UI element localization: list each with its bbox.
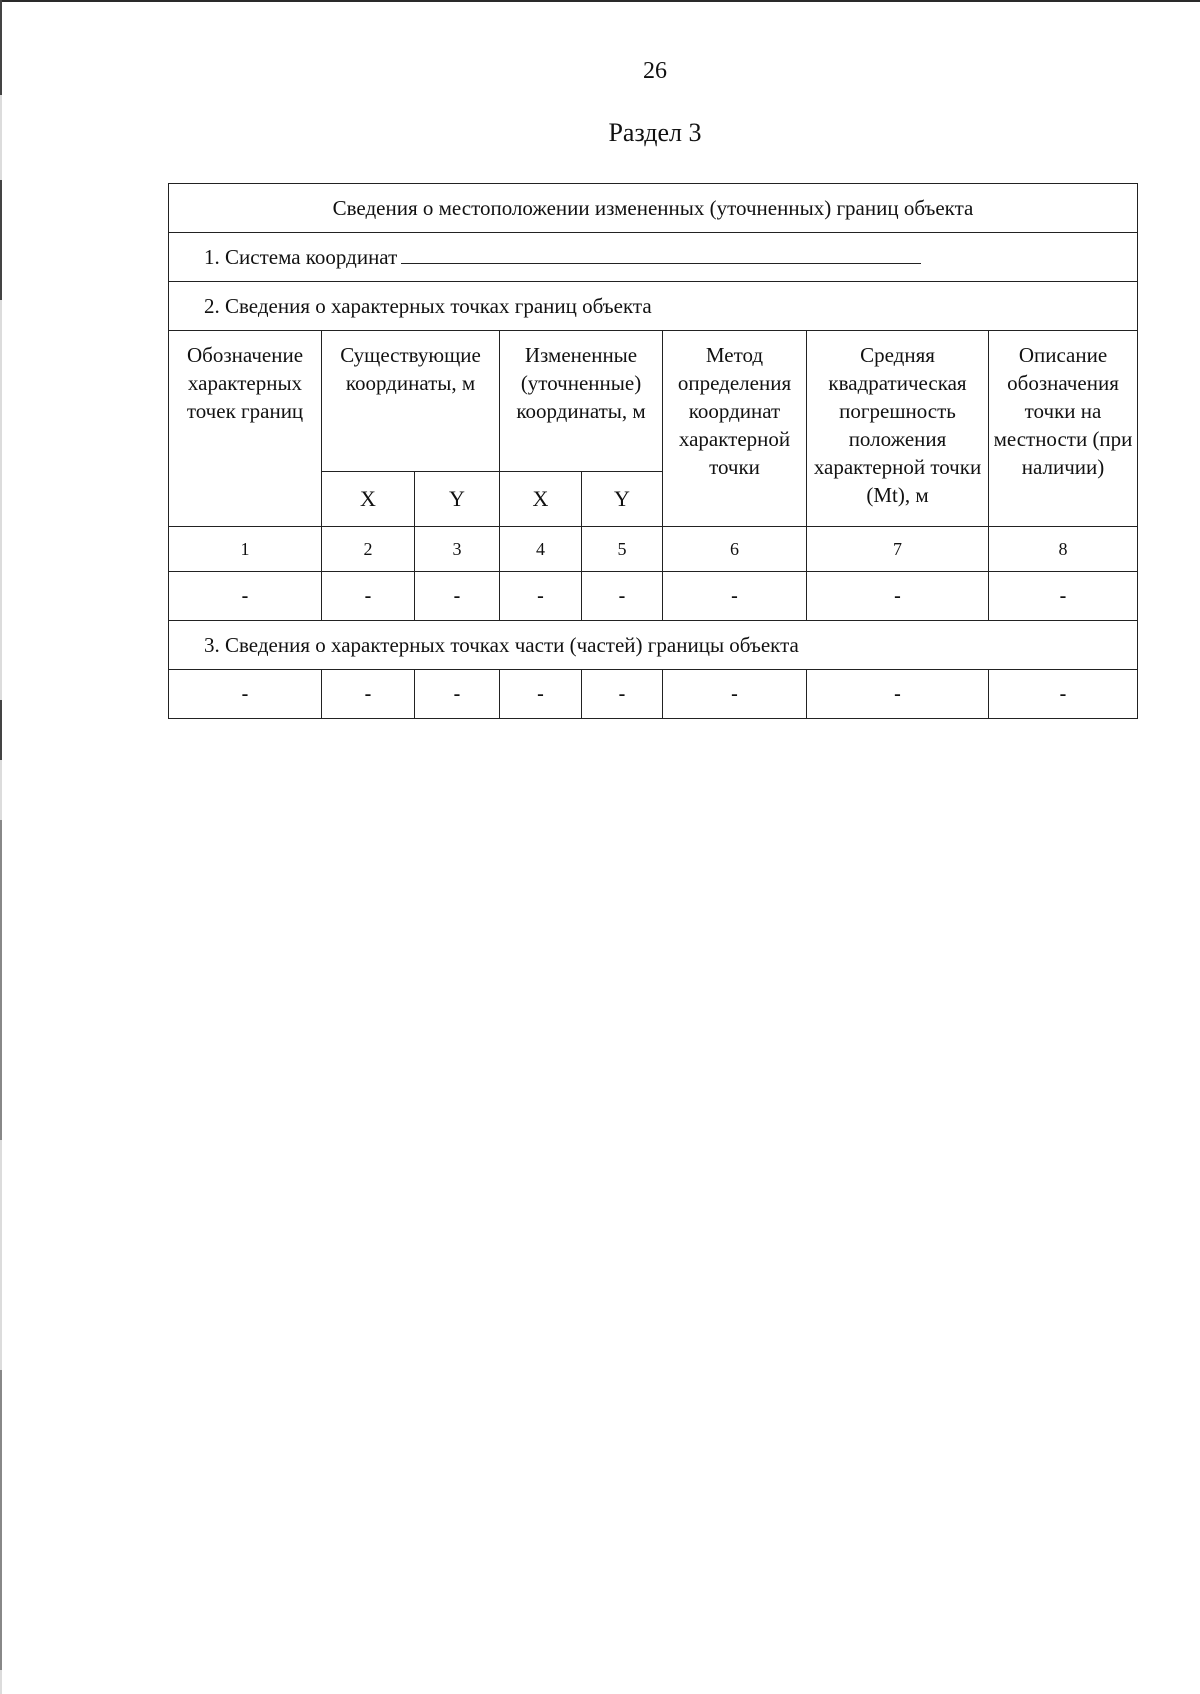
header-description: Описание обозначения точки на местности (при наличии) [989, 331, 1138, 527]
header-existing-y: Y [415, 472, 500, 527]
coordinate-system-label: 1. Система координат [204, 244, 398, 269]
page-top-edge [0, 0, 1200, 2]
table-cell: - [807, 670, 989, 719]
points-data-row [169, 572, 1138, 621]
scan-edge-mark [0, 820, 2, 1140]
header-designation: Обозначение характерных точек границ [169, 331, 322, 527]
part-points-data-row [169, 670, 1138, 719]
coordinate-system-blank [401, 245, 921, 264]
header-method: Метод определения координат характерной точки [663, 331, 807, 527]
column-number: 5 [582, 527, 663, 572]
header-changed-coords: Измененные (уточненные) координаты, м [500, 331, 663, 472]
table-cell: - [415, 572, 500, 621]
section-title: Раздел 3 [608, 118, 702, 147]
part-points-heading: 3. Сведения о характерных точках части (частей) границы объекта [169, 621, 1138, 670]
column-number: 6 [663, 527, 807, 572]
table-cell: - [169, 670, 322, 719]
table-cell: - [500, 670, 582, 719]
scan-edge-mark [0, 180, 2, 300]
table-cell: - [989, 670, 1138, 719]
header-error: Средняя квадратическая погрешность положения характерной точки (Mt), м [807, 331, 989, 527]
table-cell: - [663, 572, 807, 621]
table-cell: - [415, 670, 500, 719]
table-cell: - [663, 670, 807, 719]
scan-edge-mark [0, 700, 2, 760]
table-cell: - [322, 572, 415, 621]
coordinate-system-row [169, 233, 1138, 282]
column-number: 8 [989, 527, 1138, 572]
column-number: 4 [500, 527, 582, 572]
table-cell: - [582, 572, 663, 621]
column-numbers-row [169, 527, 1138, 572]
table-cell: - [582, 670, 663, 719]
table-cell: - [500, 572, 582, 621]
table-title: Сведения о местоположении измененных (уточненных) границ объекта [169, 184, 1138, 233]
boundary-coordinates-table [168, 183, 1138, 719]
header-existing-x: X [322, 472, 415, 527]
table-cell: - [169, 572, 322, 621]
header-changed-x: X [500, 472, 582, 527]
column-number: 2 [322, 527, 415, 572]
scan-edge-mark [0, 1370, 2, 1670]
column-number: 1 [169, 527, 322, 572]
table-cell: - [322, 670, 415, 719]
points-heading: 2. Сведения о характерных точках границ объекта [169, 282, 1138, 331]
column-number: 3 [415, 527, 500, 572]
column-number: 7 [807, 527, 989, 572]
header-existing-coords: Существующие координаты, м [322, 331, 500, 472]
header-changed-y: Y [582, 472, 663, 527]
page-number: 26 [643, 58, 667, 84]
table-cell: - [807, 572, 989, 621]
table-cell: - [989, 572, 1138, 621]
